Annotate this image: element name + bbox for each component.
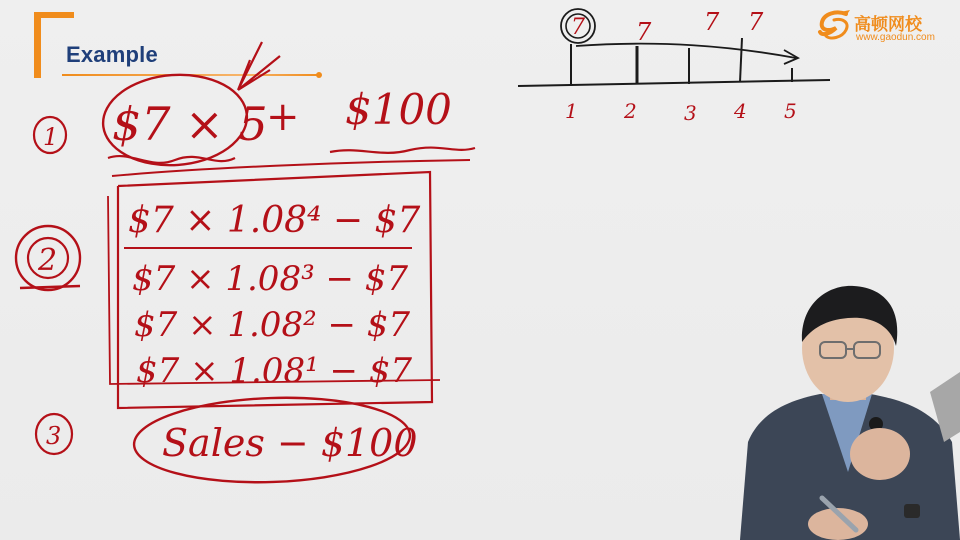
presenter-right-hand	[850, 428, 910, 480]
brand-name: 高顿网校	[854, 15, 922, 35]
item1-plus: +	[266, 94, 300, 140]
brand-url: www.gaodun.com	[856, 32, 935, 43]
item1-number: 1	[43, 123, 59, 151]
compounding-arrow	[576, 44, 796, 58]
timeline-label-4: 4	[734, 99, 747, 123]
item1-expression-right: $100	[345, 85, 452, 134]
item1-right-underline	[330, 148, 475, 153]
item3-expression: Sales − $100	[162, 421, 418, 465]
timeline-axis	[518, 80, 830, 86]
annotation-item-1	[34, 42, 475, 170]
cashflow-value-1: 7	[636, 18, 652, 46]
item3-number: 3	[46, 422, 62, 450]
annotation-item-3	[36, 393, 418, 487]
timeline-label-1: 1	[565, 99, 578, 123]
annotation-item-2	[16, 172, 440, 408]
start-marker-value: 7	[571, 15, 585, 40]
item2-number: 2	[38, 243, 58, 278]
cashflow-value-2: 7	[704, 8, 720, 36]
cashflow-value-3: 7	[748, 8, 764, 36]
item2-line-4: $7 × 1.08¹ − $7	[136, 351, 413, 391]
watch-icon	[904, 504, 920, 518]
item1-expression-left: $7 × 5	[112, 97, 268, 151]
item2-line-1: $7 × 1.08⁴ − $7	[128, 200, 421, 241]
item2-number-underline	[20, 286, 80, 288]
item2-line-2: $7 × 1.08³ − $7	[132, 259, 409, 299]
cashflow-timeline	[518, 8, 830, 125]
slide-title: Example	[66, 42, 158, 67]
presenter-video	[730, 272, 960, 540]
timeline-label-5: 5	[784, 99, 797, 123]
timeline-label-3: 3	[684, 101, 697, 125]
item1-underline-squiggle	[108, 156, 235, 163]
timeline-tick-4	[740, 38, 742, 82]
timeline-label-2: 2	[624, 99, 637, 123]
item2-line-3: $7 × 1.08² − $7	[134, 305, 411, 345]
pointer-arrow-icon	[238, 42, 280, 90]
